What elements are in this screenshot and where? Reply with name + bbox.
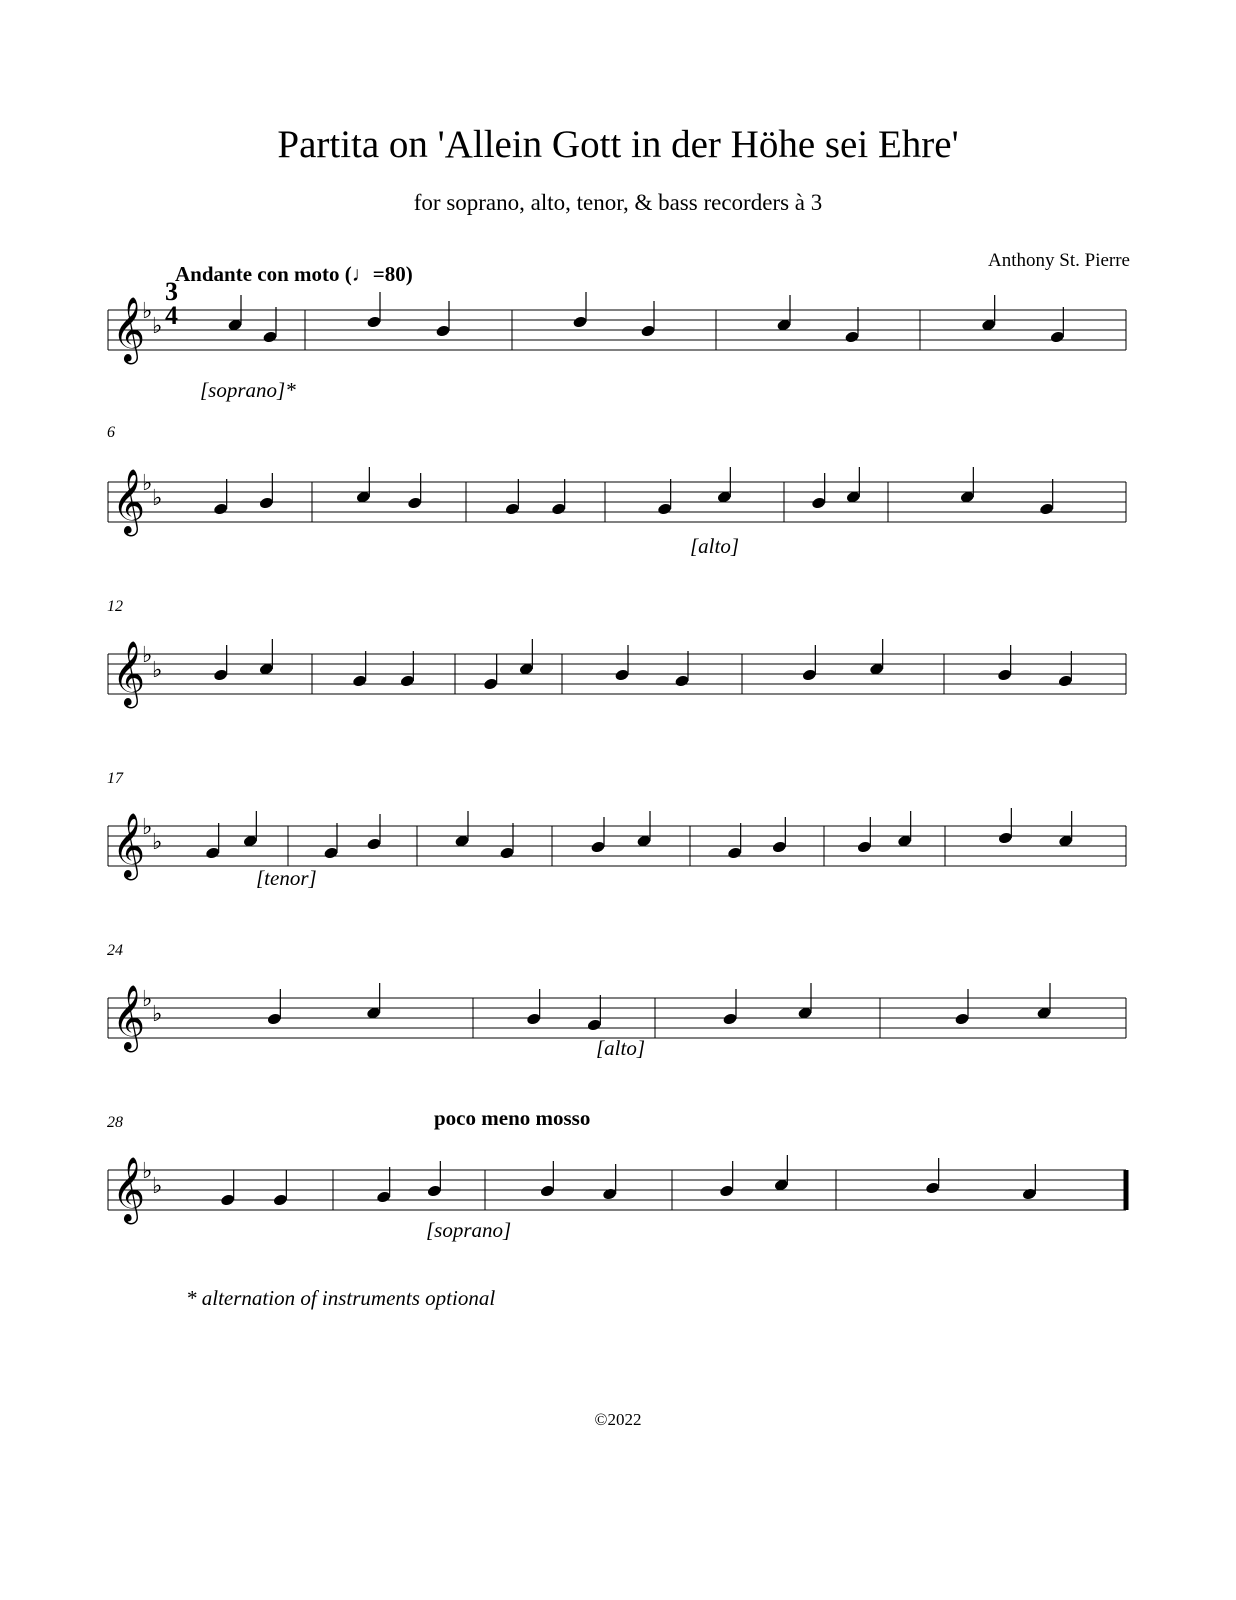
instrument-cue-soprano-2: [soprano] bbox=[426, 1218, 512, 1242]
flat-icon: ♭ bbox=[142, 814, 153, 839]
treble-clef-icon: 𝄞 bbox=[112, 471, 146, 533]
flat-icon: ♭ bbox=[142, 986, 153, 1011]
treble-clef-icon: 𝄞 bbox=[112, 643, 146, 705]
copyright: ©2022 bbox=[594, 1410, 642, 1429]
treble-clef-icon: 𝄞 bbox=[112, 299, 146, 361]
quarter-note-icon: ♩ bbox=[351, 262, 373, 286]
staff-system-1 bbox=[108, 297, 1126, 364]
flat-icon: ♭ bbox=[142, 1158, 153, 1183]
instrument-cue-tenor: [tenor] bbox=[256, 866, 317, 890]
staff-systems bbox=[108, 297, 1126, 1224]
flat-icon: ♭ bbox=[152, 485, 163, 510]
flat-icon: ♭ bbox=[152, 1001, 163, 1026]
flat-icon: ♭ bbox=[152, 1173, 163, 1198]
staff-system-6 bbox=[108, 1157, 1126, 1224]
treble-clef-icon: 𝄞 bbox=[112, 815, 146, 877]
flat-icon: ♭ bbox=[142, 470, 153, 495]
tempo-marking-text: Andante con moto ( bbox=[175, 262, 352, 286]
measure-number-24: 24 bbox=[107, 942, 123, 959]
note-heads bbox=[205, 292, 1073, 1207]
flat-icon: ♭ bbox=[152, 313, 163, 338]
instrument-cue-soprano: [soprano]* bbox=[200, 378, 296, 402]
time-signature-bottom: 4 bbox=[165, 301, 178, 330]
tempo-change: poco meno mosso bbox=[434, 1106, 591, 1130]
composer-name: Anthony St. Pierre bbox=[988, 250, 1130, 271]
staff-system-4 bbox=[108, 813, 1126, 880]
measure-number-28: 28 bbox=[107, 1114, 123, 1131]
treble-clef-icon: 𝄞 bbox=[112, 987, 146, 1049]
piece-title: Partita on 'Allein Gott in der Höhe sei Ehre' bbox=[277, 123, 959, 166]
measure-number-6: 6 bbox=[107, 424, 115, 441]
piece-subtitle: for soprano, alto, tenor, & bass recorders à 3 bbox=[413, 190, 823, 215]
treble-clef-icon: 𝄞 bbox=[112, 1159, 146, 1221]
flat-icon: ♭ bbox=[142, 642, 153, 667]
footnote: * alternation of instruments optional bbox=[186, 1286, 496, 1310]
flat-icon: ♭ bbox=[142, 298, 153, 323]
instrument-cue-alto: [alto] bbox=[690, 534, 740, 558]
measure-number-12: 12 bbox=[107, 598, 123, 615]
instrument-cue-alto-2: [alto] bbox=[596, 1036, 646, 1060]
flat-icon: ♭ bbox=[152, 657, 163, 682]
measure-number-17: 17 bbox=[107, 770, 123, 787]
staff-system-5 bbox=[108, 985, 1126, 1052]
flat-icon: ♭ bbox=[152, 829, 163, 854]
time-signature-top: 3 bbox=[165, 277, 178, 306]
tempo-value: =80) bbox=[372, 262, 413, 286]
